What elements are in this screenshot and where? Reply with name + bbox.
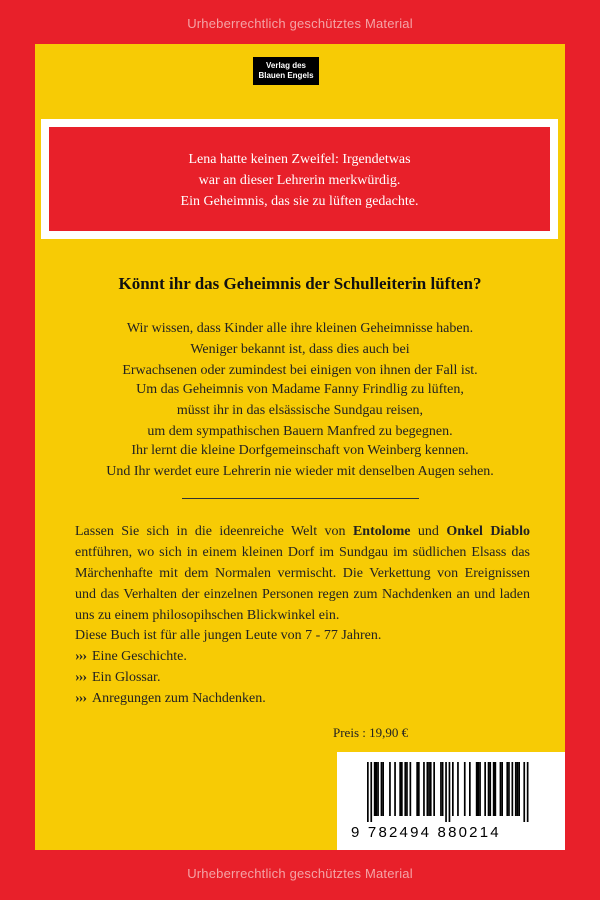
intro-line: Wir wissen, dass Kinder alle ihre kleinen Geheimnisse haben. — [126, 321, 474, 336]
barcode-bar — [508, 762, 510, 816]
barcode-bar — [440, 762, 442, 816]
name-entolome: Entolome — [352, 524, 411, 539]
barcode-bar — [389, 762, 391, 816]
barcode-bar — [401, 762, 403, 816]
barcode-bars — [367, 762, 541, 822]
barcode-bar — [406, 762, 408, 816]
barcode-bar — [518, 762, 520, 816]
list-item — [75, 646, 187, 667]
barcode-bar — [374, 762, 376, 816]
barcode-bar — [428, 762, 430, 816]
barcode-bar — [495, 762, 497, 816]
list-item-label: Eine Geschichte. — [92, 649, 187, 664]
barcode — [337, 752, 565, 850]
cover-panel — [35, 44, 565, 850]
barcode-bar — [449, 762, 451, 822]
barcode-bar — [418, 762, 420, 816]
barcode-bar — [382, 762, 384, 816]
barcode-bar — [523, 762, 525, 822]
barcode-bar — [517, 762, 519, 816]
barcode-bar — [394, 762, 396, 816]
barcode-bar — [500, 762, 502, 816]
barcode-bar — [427, 762, 429, 816]
watermark-top: Urheberrechtlich geschütztes Material — [187, 16, 413, 31]
chevrons-icon: ››› — [75, 649, 86, 664]
barcode-bar — [433, 762, 435, 816]
list-item-label: Ein Glossar. — [92, 670, 161, 685]
barcode-bar — [452, 762, 454, 816]
intro-line: Und Ihr werdet eure Lehrerin nie wieder mit denselben Augen sehen. — [106, 464, 494, 479]
barcode-bar — [399, 762, 401, 816]
barcode-bar — [442, 762, 444, 816]
divider-line — [182, 498, 419, 499]
intro-paragraph-2 — [35, 379, 565, 442]
quote-line-1: Lena hatte keinen Zweifel: Irgendetwas — [188, 152, 411, 167]
barcode-bar — [479, 762, 481, 816]
barcode-bar — [527, 762, 529, 822]
intro-line: Weniger bekannt ist, dass dies auch bei — [190, 342, 410, 357]
barcode-bar — [515, 762, 517, 816]
barcode-bar — [488, 762, 490, 816]
barcode-bar — [367, 762, 369, 822]
intro-line: um dem sympathischen Bauern Manfred zu begegnen. — [147, 424, 453, 439]
barcode-bar — [377, 762, 379, 816]
list-item — [75, 688, 266, 709]
publisher-line-1: Verlag des — [265, 61, 307, 70]
watermark-bottom: Urheberrechtlich geschütztes Material — [187, 866, 413, 881]
quote-text — [49, 127, 550, 231]
headline: Könnt ihr das Geheimnis der Schulleiterin lüften? — [118, 274, 482, 293]
barcode-bar — [416, 762, 418, 816]
intro-line: Ihr lernt die kleine Dorfgemeinschaft von Weinberg kennen. — [131, 443, 469, 458]
quote-line-3: Ein Geheimnis, das sie zu lüften gedachte. — [180, 194, 419, 209]
barcode-bar — [445, 762, 447, 822]
barcode-bar — [464, 762, 466, 816]
barcode-bar — [430, 762, 432, 816]
intro-line: Erwachsenen oder zumindest bei einigen von ihnen der Fall ist. — [122, 363, 478, 378]
barcode-bar — [478, 762, 480, 816]
barcode-bar — [423, 762, 425, 816]
price-label: Preis : 19,90 € — [333, 725, 409, 740]
barcode-bar — [404, 762, 406, 816]
barcode-bar — [489, 762, 491, 816]
barcode-bar — [457, 762, 459, 816]
barcode-bar — [506, 762, 508, 816]
description-text: und — [410, 524, 447, 539]
audience-text: Diese Buch ist für alle jungen Leute von 7 - 77 Jahren. — [75, 628, 382, 643]
list-item-label: Anregungen zum Nachdenken. — [92, 691, 266, 706]
intro-line: Um das Geheimnis von Madame Fanny Frindlig zu lüften, — [136, 382, 464, 397]
barcode-bar — [512, 762, 514, 816]
barcode-bar — [410, 762, 412, 816]
publisher-logo — [253, 57, 319, 85]
barcode-bar — [484, 762, 486, 816]
quote-box — [41, 119, 558, 239]
barcode-bar — [493, 762, 495, 816]
barcode-bar — [501, 762, 503, 816]
barcode-bar — [476, 762, 478, 816]
barcode-bar — [376, 762, 378, 816]
description-text: Lassen Sie sich in die ideenreiche Welt von — [75, 524, 353, 539]
publisher-line-2: Blauen Engels — [258, 71, 314, 80]
intro-paragraph-3 — [35, 440, 565, 482]
description-paragraph — [75, 521, 530, 626]
barcode-bar — [370, 762, 372, 822]
isbn-digits: 9 782494 880214 — [351, 824, 501, 841]
description-text: entführen, wo sich in einem kleinen Dorf im Sundgau im südlichen Elsass das Märchenhafte mit dem Normalen vermischt. Die Verkettung von Ereignissen und das Verhalten der einzelnen Personen regen zum Nachdenken an und laden uns zu einem philosopihschen Blickwinkel ein. — [75, 545, 530, 623]
quote-line-2: war an dieser Lehrerin merkwürdig. — [198, 173, 401, 188]
intro-paragraph-1 — [35, 318, 565, 381]
barcode-bar — [381, 762, 383, 816]
barcode-bar — [469, 762, 471, 816]
name-onkel-diablo: Onkel Diablo — [446, 524, 530, 539]
list-item — [75, 667, 160, 688]
chevrons-icon: ››› — [75, 691, 86, 706]
intro-line: müsst ihr in das elsässische Sundgau reisen, — [176, 403, 424, 418]
chevrons-icon: ››› — [75, 670, 86, 685]
